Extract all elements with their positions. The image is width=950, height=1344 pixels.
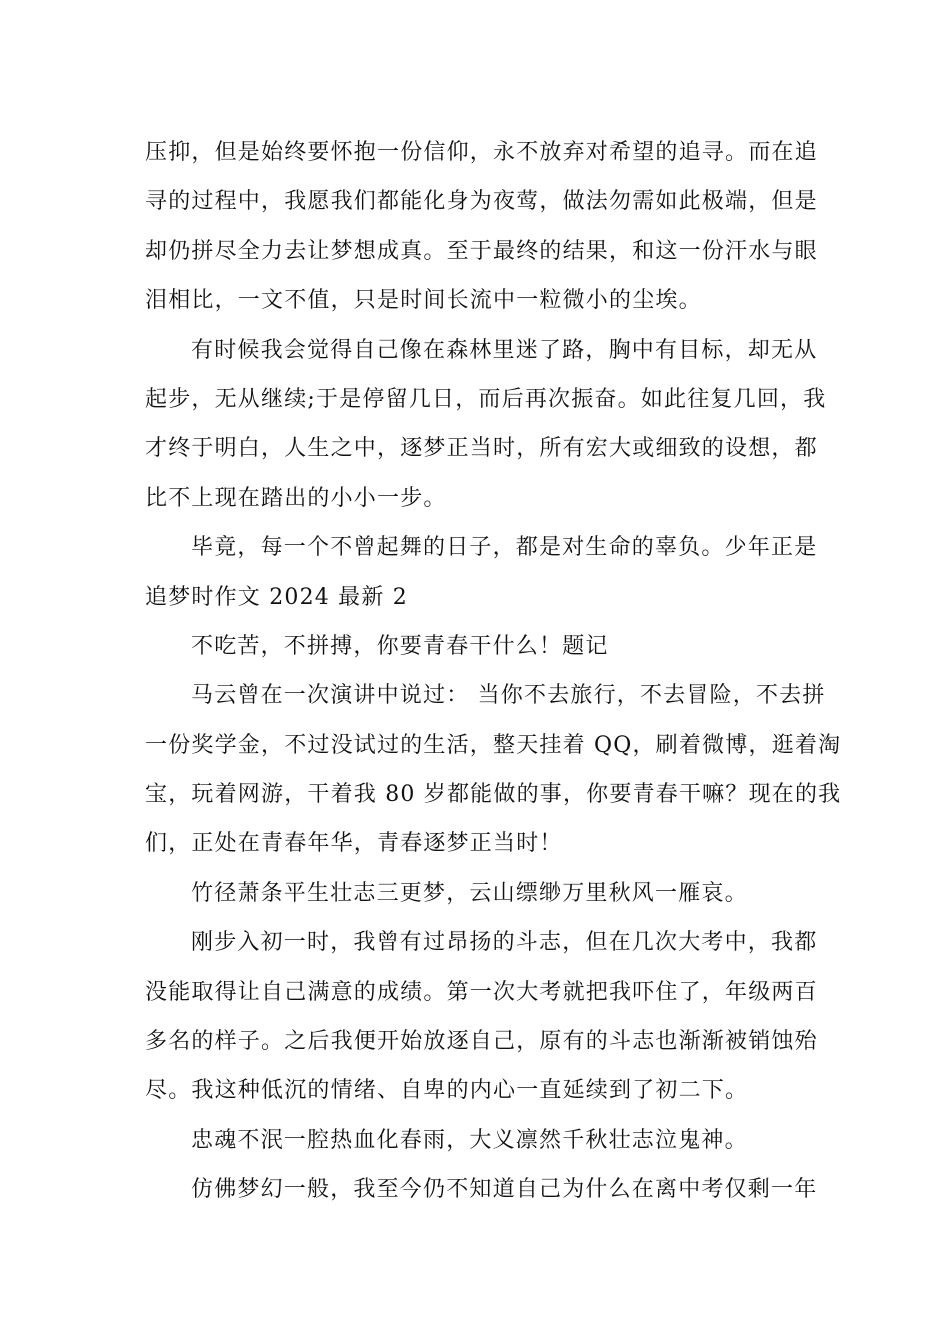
text-line: 们，正处在青春年华，青春逐梦正当时！ [145, 831, 563, 857]
text-line: 寻的过程中，我愿我们都能化身为夜莺，做法勿需如此极端，但是 [145, 189, 818, 215]
text-line: 多名的样子。之后我便开始放逐自己，原有的斗志也渐渐被销蚀殆 [145, 1029, 818, 1055]
text-line: 不吃苦，不拼搏，你要青春干什么！题记 [191, 633, 609, 659]
text-line: 一份奖学金，不过没试过的生活，整天挂着 QQ，刷着微博，逛着淘 [145, 732, 842, 758]
text-line: 有时候我会觉得自己像在森林里迷了路，胸中有目标，却无从 [191, 337, 818, 363]
text-line: 压抑，但是始终要怀抱一份信仰，永不放弃对希望的追寻。而在追 [145, 140, 818, 165]
text-line: 追梦时作文 2024 最新 2 [145, 584, 408, 610]
text-line: 毕竟，每一个不曾起舞的日子，都是对生命的辜负。少年正是 [191, 535, 818, 561]
text-line: 没能取得让自己满意的成绩。第一次大考就把我吓住了，年级两百 [145, 979, 818, 1005]
text-line: 竹径萧条平生壮志三更梦，云山缥缈万里秋风一雁哀。 [191, 880, 748, 906]
text-line: 马云曾在一次演讲中说过： 当你不去旅行，不去冒险，不去拼 [191, 683, 826, 709]
text-line: 比不上现在踏出的小小一步。 [145, 485, 447, 511]
text-line: 刚步入初一时，我曾有过昂扬的斗志，但在几次大考中，我都 [191, 930, 818, 956]
text-line: 却仍拼尽全力去让梦想成真。至于最终的结果，和这一份汗水与眼 [145, 238, 818, 264]
text-line: 才终于明白，人生之中，逐梦正当时，所有宏大或细致的设想，都 [145, 436, 818, 462]
text-line: 泪相比，一文不值，只是时间长流中一粒微小的尘埃。 [145, 288, 702, 314]
text-line: 仿佛梦幻一般，我至今仍不知道自己为什么在离中考仅剩一年 [191, 1177, 818, 1203]
body-text [145, 128, 842, 1215]
text-line: 尽。我这种低沉的情绪、自卑的内心一直延续到了初二下。 [145, 1078, 749, 1104]
text-line: 忠魂不泯一腔热血化春雨，大义凛然千秋壮志泣鬼神。 [191, 1127, 748, 1153]
text-line: 宝，玩着网游，干着我 80 岁都能做的事，你要青春干嘛？现在的我 [145, 782, 842, 808]
text-line: 起步，无从继续;于是停留几日，而后再次振奋。如此往复几回，我 [145, 386, 827, 412]
